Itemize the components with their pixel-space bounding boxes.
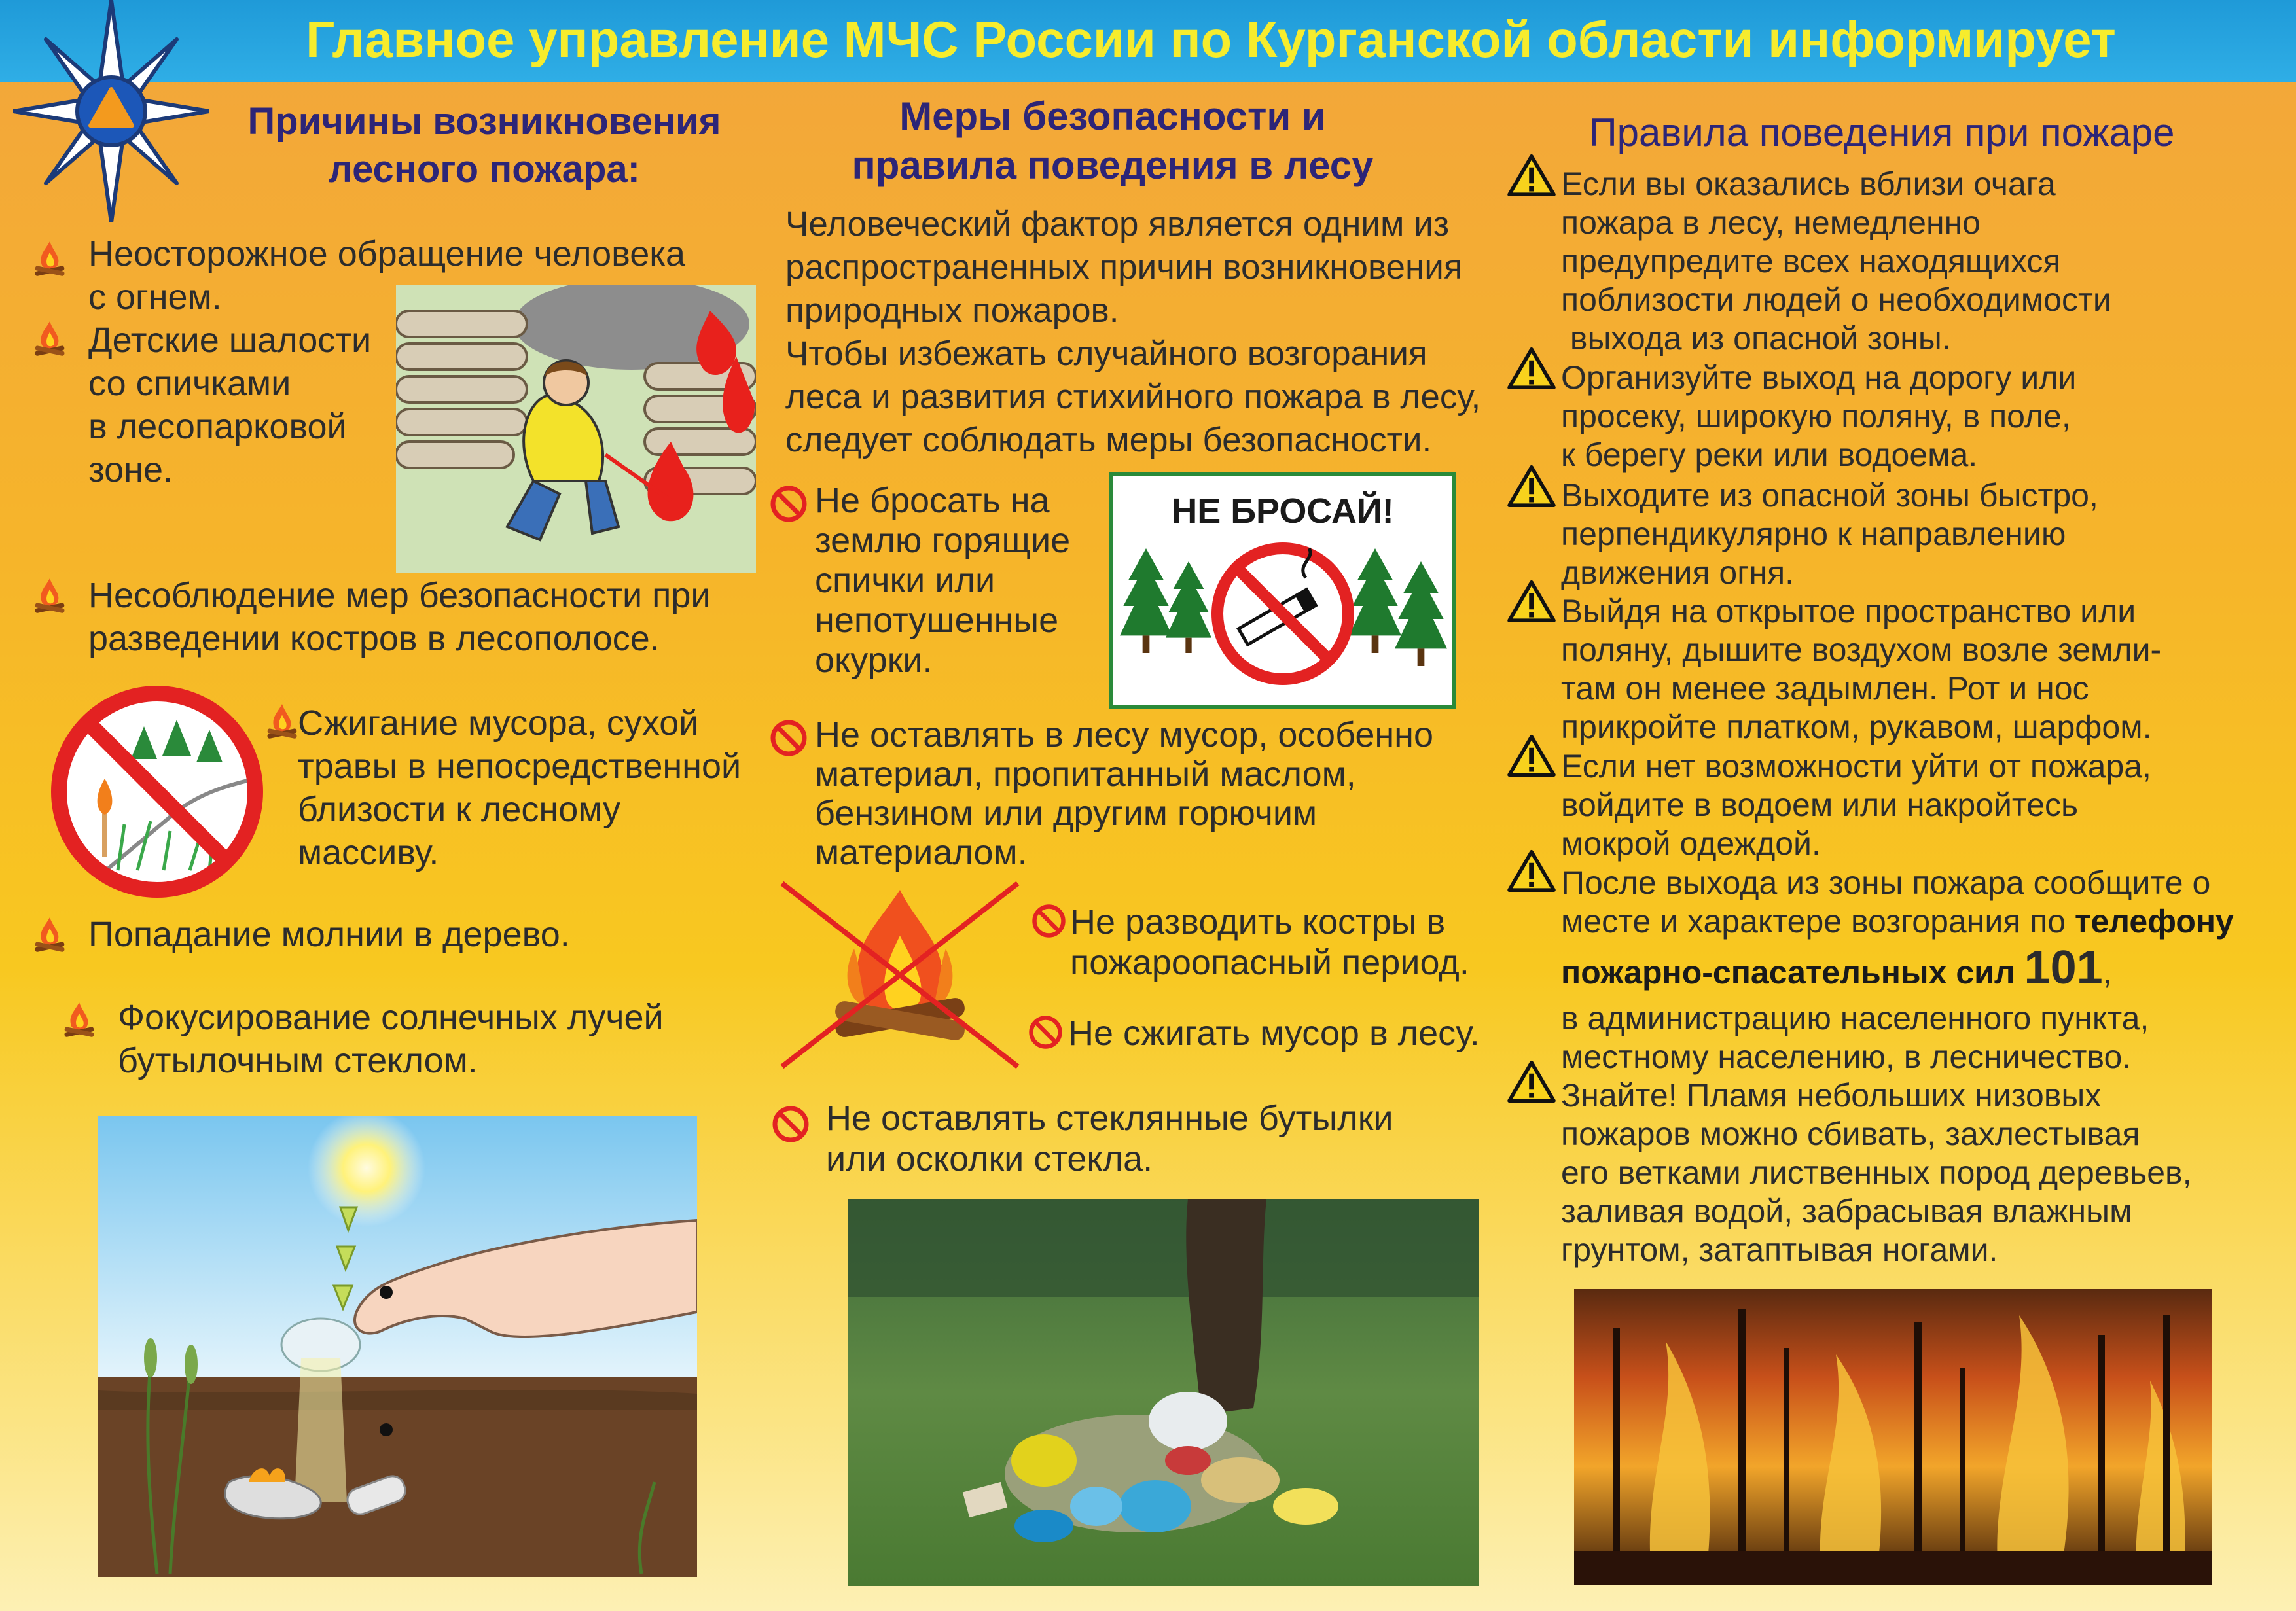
no-campfire-icon <box>776 877 1024 1073</box>
behavior-rule <box>1561 476 2098 592</box>
text-line: спички или <box>815 561 996 600</box>
emergency-number: 101 <box>2024 942 2103 994</box>
campfire-icon <box>29 319 70 359</box>
text-line: войдите в водоем или накройтесь <box>1561 787 2079 823</box>
text-line: или осколки стекла. <box>826 1139 1153 1178</box>
text-line: травы в непосредственной <box>298 747 742 786</box>
text-line: материал, пропитанный маслом, <box>815 754 1356 794</box>
warning-icon <box>1507 465 1556 508</box>
safety-rule <box>815 715 1433 872</box>
warning-icon <box>1507 154 1556 197</box>
text-line: просеку, широкую поляну, в поле, <box>1561 398 2071 434</box>
causes-heading-line: лесного пожара: <box>328 147 640 190</box>
warning-icon <box>1507 580 1556 623</box>
text-line: близости к лесному <box>298 790 621 829</box>
text-line: Организуйте выход на дорогу или <box>1561 359 2077 396</box>
text-line: Чтобы избежать случайного возгорания <box>785 334 1427 373</box>
do-not-throw-sign <box>1109 472 1456 709</box>
text-line: прикройте платком, рукавом, шарфом. <box>1561 709 2152 745</box>
text-line: После выхода из зоны пожара сообщите о <box>1561 864 2211 901</box>
behavior-rule <box>1561 165 2111 358</box>
text-line: Выйдя на открытое пространство или <box>1561 593 2136 629</box>
campfire-icon <box>29 576 70 616</box>
measures-heading <box>785 92 1440 190</box>
text-line: пожара в лесу, немедленно <box>1561 204 1981 241</box>
prohibition-icon <box>1028 1014 1064 1050</box>
cause-item <box>298 701 741 874</box>
fire-behavior-heading: Правила поведения при пожаре <box>1588 111 2175 154</box>
behavior-rule <box>1561 359 2076 474</box>
text-line: бензином или другим горючим <box>815 794 1318 833</box>
text-line: Фокусирование солнечных лучей <box>118 998 664 1037</box>
text-line: поблизости людей о необходимости <box>1561 281 2111 318</box>
campfire-icon <box>262 701 302 742</box>
text-line: Если вы оказались вблизи очага <box>1561 166 2056 202</box>
text-line: Не бросать на <box>815 481 1050 520</box>
sun-through-glass-illustration <box>98 1116 697 1577</box>
campfire-icon <box>29 239 70 279</box>
forest-fire-photo <box>1574 1289 2212 1585</box>
text-line: следует соблюдать меры безопасности. <box>785 421 1432 459</box>
mchs-emblem-icon <box>13 0 209 222</box>
behavior-rule-report <box>1561 864 2234 1076</box>
warning-icon <box>1507 347 1556 390</box>
text-line: Не разводить костры в <box>1070 902 1446 942</box>
text-line: материалом. <box>815 833 1028 872</box>
text-line: заливая водой, забрасывая влажным <box>1561 1193 2132 1230</box>
cause-item <box>88 574 711 660</box>
text-line: распространенных причин возникновения <box>785 248 1463 287</box>
text-line: грунтом, затаптывая ногами. <box>1561 1231 1998 1268</box>
text-line: зоне. <box>88 450 173 489</box>
prohibition-icon <box>1031 903 1067 939</box>
text-line: Детские шалости <box>88 321 372 360</box>
text-line <box>1561 941 2234 999</box>
forest-litter-photo <box>848 1199 1479 1586</box>
sign-text: НЕ БРОСАЙ! <box>1172 491 1394 531</box>
text-line: перпендикулярно к направлению <box>1561 516 2066 552</box>
causes-heading-line: Причины возникновения <box>247 100 721 143</box>
text-line: его ветками лиственных пород деревьев, <box>1561 1154 2192 1191</box>
text-line: бутылочным стеклом. <box>118 1041 478 1080</box>
safety-rule <box>826 1098 1393 1179</box>
text-line: в администрацию населенного пункта, <box>1561 1000 2149 1036</box>
text-line: окурки. <box>815 641 933 680</box>
page-title: Главное управление МЧС России по Курганской области информирует <box>306 10 2116 68</box>
text-line: поляну, дышите воздухом возле земли- <box>1561 631 2162 668</box>
safety-rule <box>1070 902 1469 983</box>
text-line: Выходите из опасной зоны быстро, <box>1561 477 2098 514</box>
text-line: Не оставлять в лесу мусор, особенно <box>815 715 1434 754</box>
text-line: пожаров можно сбивать, захлестывая <box>1561 1116 2140 1152</box>
warning-icon <box>1507 1060 1556 1103</box>
measures-heading-line: правила поведения в лесу <box>852 143 1374 187</box>
text-line: разведении костров в лесополосе. <box>88 619 660 658</box>
safety-rule <box>815 481 1070 681</box>
text-line: Неосторожное обращение человека <box>88 234 686 274</box>
rescue-service-label: пожарно-спасательных сил <box>1561 954 2024 991</box>
behavior-rule <box>1561 1076 2191 1269</box>
text-line: леса и развития стихийного пожара в лесу, <box>785 378 1481 416</box>
text-line: Если нет возможности уйти от пожара, <box>1561 748 2151 785</box>
text-line: к берегу реки или водоема. <box>1561 436 1978 473</box>
text-line: с огнем. <box>88 277 222 317</box>
prohibition-icon <box>771 1105 810 1144</box>
prohibition-icon <box>769 718 808 758</box>
warning-icon <box>1507 849 1556 893</box>
cause-item <box>88 913 570 956</box>
text-line: движения огня. <box>1561 554 1795 591</box>
no-burning-grass-sign-icon <box>46 681 268 903</box>
text-line: пожароопасный период. <box>1070 943 1469 982</box>
phone-label: телефону <box>2075 903 2234 940</box>
text-line: со спичками <box>88 364 291 403</box>
warning-icon <box>1507 734 1556 777</box>
text-line: массиву. <box>298 833 439 872</box>
text-line: местному населению, в лесничество. <box>1561 1038 2132 1075</box>
text-line: предупредите всех находящихся <box>1561 243 2061 279</box>
behavior-rule <box>1561 747 2151 863</box>
behavior-rule <box>1561 592 2161 747</box>
text-line: Попадание молнии в дерево. <box>88 915 570 954</box>
text-line: Знайте! Пламя небольших низовых <box>1561 1077 2102 1114</box>
safety-rule <box>1068 1012 1480 1055</box>
prohibition-icon <box>769 484 808 523</box>
cause-item <box>88 319 371 491</box>
text-line: непотушенные <box>815 601 1059 640</box>
text-line: Сжигание мусора, сухой <box>298 703 699 743</box>
text-line: природных пожаров. <box>785 291 1119 330</box>
text-line: там он менее задымлен. Рот и нос <box>1561 670 2089 707</box>
text-line: выхода из опасной зоны. <box>1561 320 1951 357</box>
text-line: Не сжигать мусор в лесу. <box>1068 1014 1480 1053</box>
text-line: в лесопарковой <box>88 407 347 446</box>
text-line: Несоблюдение мер безопасности при <box>88 576 711 615</box>
text-line: мокрой одеждой. <box>1561 825 1821 862</box>
boy-with-matches-illustration <box>396 285 756 573</box>
measures-intro <box>785 203 1480 462</box>
campfire-icon <box>29 915 70 955</box>
text-line: землю горящие <box>815 521 1071 560</box>
measures-heading-line: Меры безопасности и <box>899 94 1326 138</box>
header-banner <box>0 0 2296 82</box>
text-span: , <box>2102 954 2112 991</box>
text-line <box>1561 902 2234 941</box>
cause-item <box>118 996 664 1082</box>
text-span: месте и характере возгорания по <box>1561 903 2075 940</box>
campfire-icon <box>59 1000 99 1040</box>
causes-heading <box>223 98 746 193</box>
text-line: Человеческий фактор является одним из <box>785 205 1450 243</box>
text-line: Не оставлять стеклянные бутылки <box>826 1099 1393 1138</box>
